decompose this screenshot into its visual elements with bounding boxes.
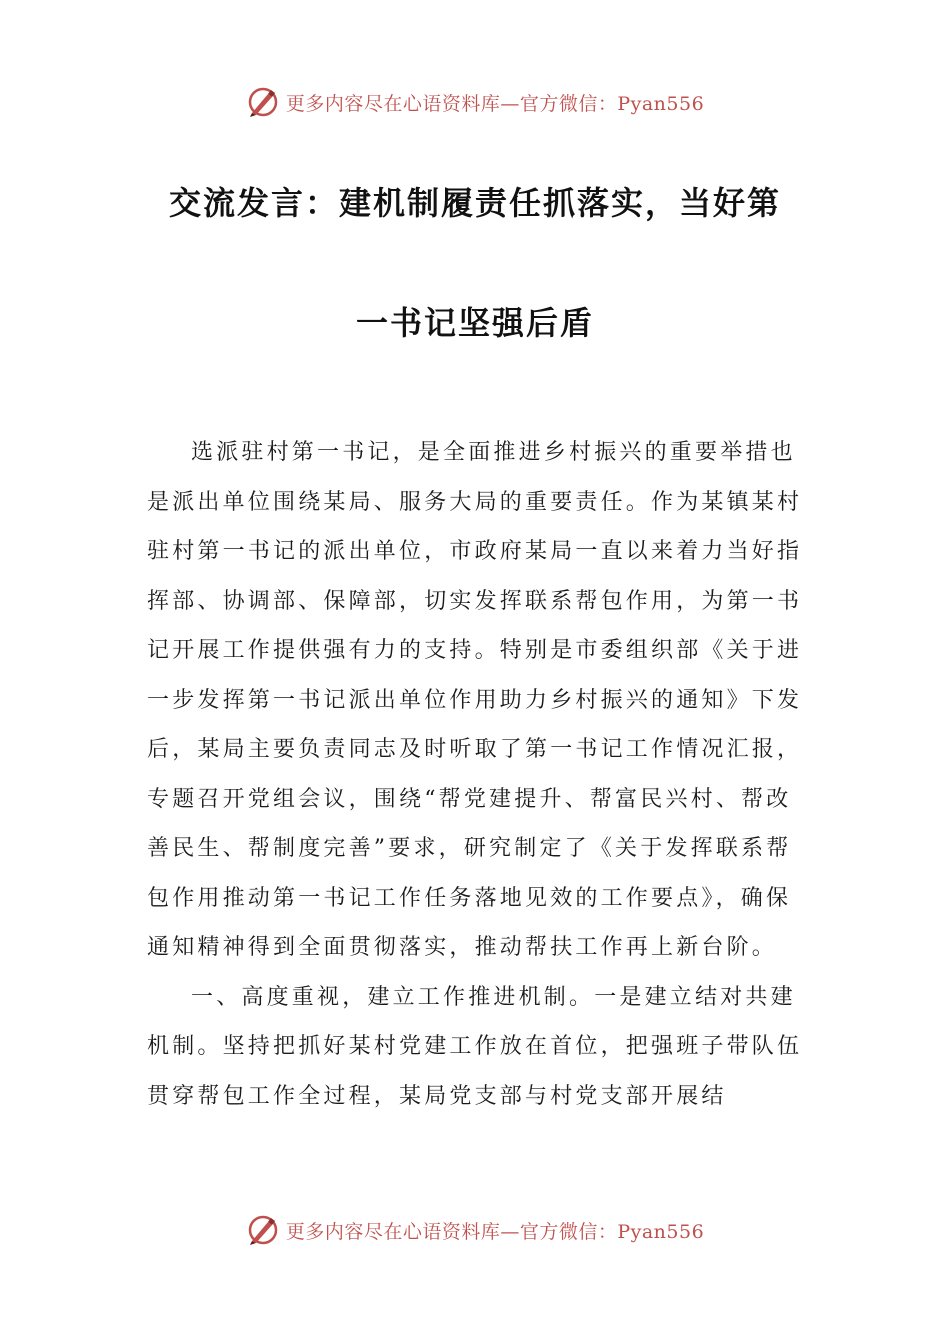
watermark-brand: 更多内容尽在心语资料库 — [285, 1220, 501, 1243]
pen-logo-icon — [246, 1213, 280, 1247]
watermark-contact: 官方微信：Pyan556 — [519, 1220, 705, 1243]
paragraph: 一、高度重视，建立工作推进机制。一是建立结对共建机制。坚持把抓好某村党建工作放在首位，把强班子带队伍贯穿帮包工作全过程，某局党支部与村党支部开展结 — [147, 984, 803, 1109]
pen-logo-icon — [246, 85, 280, 119]
watermark-text — [286, 1217, 704, 1244]
watermark-contact: 官方微信：Pyan556 — [519, 92, 705, 115]
footer-watermark — [0, 1210, 950, 1250]
document-title-line-1: 交流发言：建机制履责任抓落实，当好第 — [168, 184, 781, 222]
paragraph: 选派驻村第一书记，是全面推进乡村振兴的重要举措也是派出单位围绕某局、服务大局的重要责任。作为某镇某村驻村第一书记的派出单位，市政府某局一直以来着力当好指挥部、协调部、保障部，切实发挥联系帮包作用，为第一书记开展工作提供强有力的支持。特别是市委组织部《关于进一步发挥第一书记派出单位作用助力乡村振兴的通知》下发后，某局主要负责同志及时听取了第一书记工作情况汇报，专题召开党组会议，围绕“帮党建提升、帮富民兴村、帮改善民生、帮制度完善”要求，研究制定了《关于发挥联系帮包作用推动第一书记工作任务落地见效的工作要点》，确保通知精神得到全面贯彻落实，推动帮扶工作再上新台阶。 — [147, 440, 803, 960]
watermark-separator: — — [500, 92, 520, 115]
watermark-separator: — — [500, 1220, 520, 1243]
watermark-brand: 更多内容尽在心语资料库 — [285, 92, 501, 115]
document-title-line-2: 一书记坚强后盾 — [355, 304, 594, 342]
header-watermark — [0, 82, 950, 122]
document-body — [147, 428, 807, 1121]
watermark-text — [286, 89, 704, 116]
